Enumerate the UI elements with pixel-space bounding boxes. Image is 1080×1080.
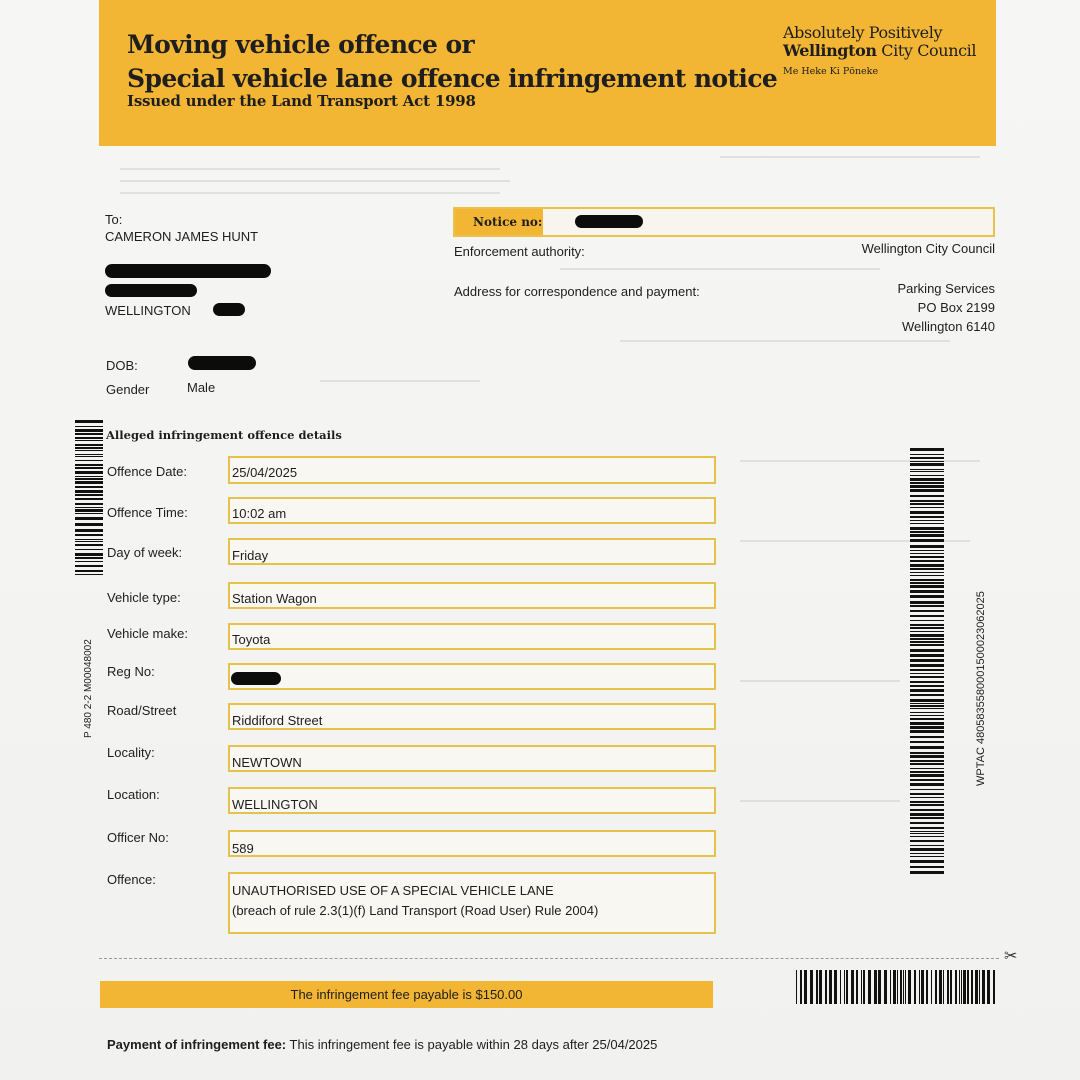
barcode-bar [910,840,944,842]
barcode-bar [910,669,944,671]
barcode-bar [910,789,944,790]
barcode-bar [910,793,944,795]
barcode-bar [987,970,990,1004]
barcode-bar [75,478,103,480]
officer-no-field: 589 [228,830,716,857]
barcode-bar [75,565,103,567]
redacted-postcode [213,303,245,316]
barcode-bar [910,831,944,832]
barcode-bar [840,970,841,1004]
offence-time-field: 10:02 am [228,497,716,524]
barcode-bar [910,556,944,558]
barcode-bar [908,970,911,1004]
barcode-bar [910,590,944,593]
barcode-bar [910,495,944,497]
barcode-bar [910,627,944,629]
left-barcode [75,420,103,576]
barcode-bar [75,541,103,542]
barcode-bar [910,511,944,514]
barcode-bar [993,970,995,1004]
barcode-bar [910,827,944,829]
vehicle-type-label: Vehicle type: [107,590,181,605]
barcode-bar [75,456,103,457]
barcode-bar [910,708,944,709]
barcode-bar [856,970,858,1004]
barcode-bar [919,970,920,1004]
barcode-bar [910,595,944,598]
barcode-bar [878,970,881,1004]
barcode-bar [910,664,944,667]
barcode-bar [910,715,944,716]
barcode-bar [75,553,103,556]
barcode-bar [75,444,103,446]
barcode-bar [910,768,944,769]
barcode-bar [75,454,103,455]
address-line-3: Wellington 6140 [902,319,995,334]
fee-banner: The infringement fee payable is $150.00 [100,981,713,1008]
gender-value: Male [187,380,216,395]
barcode-bar [910,461,944,462]
notice-number-box [453,207,995,237]
barcode-bar [910,809,944,811]
barcode-bar [910,527,944,530]
barcode-bar [910,836,944,837]
logo-line-2 [783,42,976,60]
barcode-bar [947,970,949,1004]
title-line-2: Special vehicle lane offence infringement notice [127,64,778,93]
barcode-bar [910,726,944,729]
barcode-bar [939,970,942,1004]
details-section-title: Alleged infringement offence details [106,428,342,442]
barcode-bar [75,467,103,469]
barcode-bar [75,429,103,432]
barcode-bar [982,970,985,1004]
reg-no-label: Reg No: [107,664,155,679]
barcode-bar [910,817,944,819]
barcode-bar [910,579,944,581]
barcode-bar [910,531,944,533]
barcode-bar [935,970,937,1004]
vehicle-make-label: Vehicle make: [107,626,188,641]
barcode-bar [955,970,957,1004]
recipient-city: WELLINGTON [105,303,191,318]
barcode-bar [75,544,103,546]
barcode-bar [910,475,944,476]
barcode-bar [75,498,103,500]
barcode-bar [910,539,944,542]
barcode-bar [910,489,944,492]
barcode-bar [75,433,103,435]
redacted-notice-number [575,215,643,228]
bottom-barcode [796,970,996,1006]
barcode-bar [796,970,797,1004]
barcode-bar [910,478,944,481]
barcode-bar [910,779,944,781]
barcode-bar [75,513,103,514]
barcode-bar [910,797,944,798]
barcode-bar [967,970,969,1004]
barcode-bar [810,970,813,1004]
barcode-bar [910,507,944,508]
barcode-bar [910,736,944,738]
barcode-bar [910,813,944,816]
barcode-bar [75,549,103,550]
barcode-bar [863,970,865,1004]
logo-line-3: Me Heke Ki Pōneke [783,66,879,77]
barcode-bar [910,774,944,777]
council-logo [783,24,976,77]
barcode-bar [75,471,103,474]
barcode-bar [910,871,944,874]
barcode-bar [910,575,944,576]
barcode-bar [910,545,944,548]
barcode-bar [75,426,103,427]
barcode-bar [910,699,944,702]
barcode-bar [910,601,944,604]
barcode-bar [910,712,944,713]
barcode-bar [844,970,845,1004]
barcode-bar [884,970,887,1004]
barcode-bar [75,490,103,493]
notice-subtitle: Issued under the Land Transport Act 1998 [127,92,476,110]
left-side-code: P 480 2-2 M00048002 [83,639,94,738]
barcode-bar [851,970,854,1004]
redacted-address-line-2 [105,284,197,297]
barcode-bar [910,752,944,754]
barcode-bar [910,673,944,674]
barcode-bar [931,970,932,1004]
barcode-bar [75,494,103,496]
barcode-bar [910,503,944,505]
barcode-bar [75,464,103,466]
locality-label: Locality: [107,745,155,760]
barcode-bar [910,866,944,868]
header-banner [99,0,996,146]
barcode-bar [910,822,944,824]
barcode-bar [979,970,980,1004]
barcode-bar [75,507,103,508]
logo-line-2-rest: City Council [876,41,977,60]
barcode-bar [910,649,944,652]
day-of-week-label: Day of week: [107,545,183,560]
barcode-bar [75,481,103,484]
barcode-bar [75,557,103,559]
officer-no-label: Officer No: [107,830,169,845]
barcode-bar [910,469,944,470]
logo-line-2-bold: Wellington [783,41,877,60]
barcode-bar [910,801,944,803]
barcode-bar [910,568,944,570]
barcode-bar [921,970,924,1004]
barcode-bar [910,848,944,851]
vehicle-make-field: Toyota [228,623,716,650]
redacted-dob [188,356,256,370]
barcode-bar [975,970,978,1004]
barcode-bar [910,741,944,743]
barcode-bar [910,523,944,524]
barcode-bar [910,681,944,683]
barcode-bar [75,517,103,520]
payment-text: This infringement fee is payable within 28 days after 25/04/2025 [286,1037,658,1052]
barcode-bar [910,585,944,588]
barcode-bar [910,564,944,567]
recipient-name: CAMERON JAMES HUNT [105,229,259,244]
barcode-bar [910,572,944,573]
address-line-1: Parking Services [897,281,995,296]
barcode-bar [75,440,103,441]
barcode-bar [75,503,103,505]
barcode-bar [910,703,944,704]
barcode-bar [959,970,960,1004]
offence-date-label: Offence Date: [107,464,187,479]
address-line-2: PO Box 2199 [917,300,995,315]
barcode-bar [910,482,944,484]
barcode-bar [910,676,944,678]
barcode-bar [910,500,944,502]
barcode-bar [910,485,944,488]
locality-field: NEWTOWN [228,745,716,772]
barcode-bar [910,760,944,762]
location-label: Location: [107,787,160,802]
road-street-field: Riddiford Street [228,703,716,730]
barcode-bar [890,970,891,1004]
barcode-bar [910,582,944,584]
barcode-bar [905,970,906,1004]
title-line-1: Moving vehicle offence or [127,30,475,59]
barcode-bar [868,970,871,1004]
barcode-bar [900,970,902,1004]
barcode-bar [910,856,944,857]
offence-rule: (breach of rule 2.3(1)(f) Land Transport (Road User) Rule 2004) [232,903,599,918]
barcode-bar [816,970,818,1004]
redacted-address-line-1 [105,264,271,278]
barcode-bar [910,620,944,621]
barcode-bar [75,437,103,439]
barcode-bar [910,845,944,846]
notice-number-label: Notice no: [455,209,543,235]
barcode-bar [910,610,944,612]
right-side-code: WPTAC 4805835580001500023062025 [975,591,987,786]
barcode-bar [910,615,944,617]
barcode-bar [834,970,837,1004]
barcode-bar [910,689,944,692]
reg-no-field [228,663,716,690]
barcode-bar [910,454,944,455]
barcode-bar [846,970,848,1004]
barcode-bar [75,534,103,536]
barcode-bar [910,644,944,646]
barcode-bar [910,448,944,451]
barcode-bar [910,783,944,786]
barcode-bar [75,570,103,572]
barcode-bar [914,970,916,1004]
dob-label: DOB: [106,358,138,373]
redacted-reg-no [231,672,281,685]
barcode-bar [910,771,944,773]
barcode-bar [75,450,103,451]
barcode-bar [75,486,103,488]
barcode-bar [910,853,944,854]
barcode-bar [910,634,944,637]
barcode-bar [910,520,944,521]
barcode-bar [910,624,944,626]
logo-line-1: Absolutely Positively [783,23,943,42]
barcode-bar [910,746,944,749]
barcode-bar [75,529,103,532]
barcode-bar [910,463,944,466]
vehicle-type-field: Station Wagon [228,582,716,609]
offence-time-label: Offence Time: [107,505,188,520]
barcode-bar [800,970,802,1004]
barcode-bar [910,553,944,554]
barcode-bar [897,970,898,1004]
barcode-bar [75,509,103,512]
barcode-bar [910,804,944,806]
barcode-bar [910,560,944,562]
barcode-bar [75,574,103,575]
barcode-bar [861,970,862,1004]
barcode-bar [963,970,966,1004]
barcode-bar [910,694,944,696]
barcode-bar [804,970,807,1004]
tear-off-line [99,958,999,959]
barcode-bar [910,833,944,834]
barcode-bar [910,631,944,632]
offence-date-field: 25/04/2025 [228,456,716,484]
barcode-bar [910,860,944,863]
offence-description: UNAUTHORISED USE OF A SPECIAL VEHICLE LANE [232,883,554,898]
barcode-bar [910,730,944,733]
barcode-bar [75,476,103,477]
barcode-bar [75,539,103,540]
barcode-bar [910,638,944,640]
barcode-bar [829,970,832,1004]
barcode-bar [910,605,944,607]
barcode-bar [910,722,944,725]
enforcement-authority-value: Wellington City Council [861,241,995,256]
barcode-bar [910,471,944,472]
barcode-bar [910,550,944,551]
location-field: WELLINGTON [228,787,716,814]
enforcement-authority-label: Enforcement authority: [454,244,585,259]
barcode-bar [910,763,944,765]
right-barcode [910,448,946,876]
payment-label: Payment of infringement fee: [107,1037,287,1052]
notice-title [127,28,777,96]
offence-label: Offence: [107,872,156,887]
barcode-bar [903,970,904,1004]
gender-label: Gender [106,382,150,397]
offence-field [228,872,716,934]
to-label: To: [105,212,123,227]
barcode-bar [825,970,827,1004]
barcode-bar [910,685,944,687]
barcode-bar [819,970,822,1004]
scissors-icon: ✂ [1004,948,1018,965]
day-of-week-field: Friday [228,538,716,565]
barcode-bar [910,755,944,758]
barcode-bar [910,718,944,720]
barcode-bar [910,516,944,518]
barcode-bar [75,523,103,526]
barcode-bar [75,561,103,562]
barcode-bar [971,970,973,1004]
barcode-bar [943,970,944,1004]
road-street-label: Road/Street [107,703,177,718]
payment-line [107,1037,657,1052]
barcode-bar [910,705,944,707]
address-label: Address for correspondence and payment: [454,284,700,299]
barcode-bar [950,970,952,1004]
barcode-bar [910,457,944,459]
barcode-bar [926,970,928,1004]
barcode-bar [910,641,944,643]
barcode-bar [910,654,944,657]
barcode-bar [874,970,877,1004]
barcode-bar [961,970,962,1004]
barcode-bar [75,447,103,449]
barcode-bar [910,534,944,537]
barcode-bar [75,460,103,461]
barcode-bar [910,659,944,662]
barcode-bar [75,420,103,423]
barcode-bar [893,970,896,1004]
